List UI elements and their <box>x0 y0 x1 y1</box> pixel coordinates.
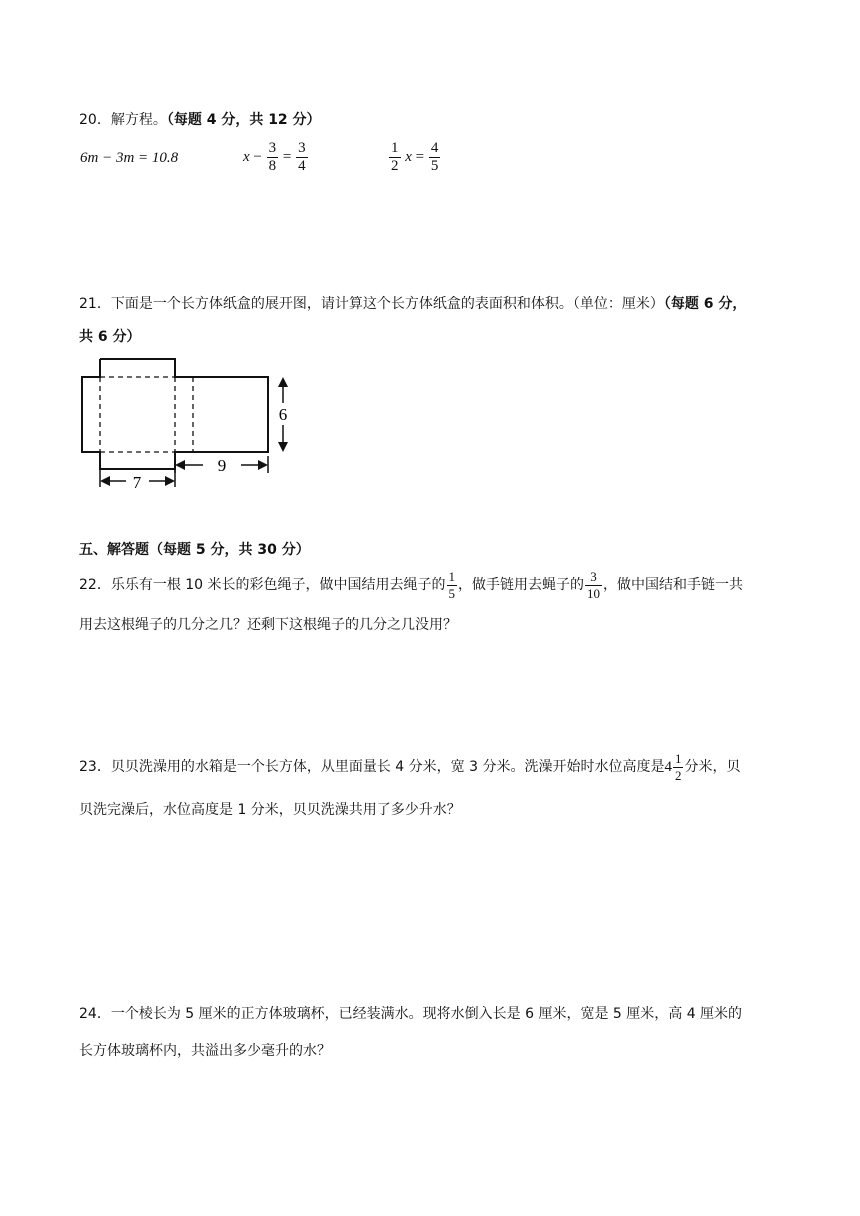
eq3-equals: = <box>415 148 425 165</box>
q23-mixed-num: 1 <box>674 750 682 766</box>
eq3-fraction-1 <box>389 140 401 175</box>
q21-text: 下面是一个长方体纸盒的展开图，请计算这个长方体纸盒的表面积和体积。（单位：厘米） <box>110 296 664 312</box>
eq2-fraction-1-den: 8 <box>268 158 277 174</box>
q22-number: 22． <box>79 577 111 593</box>
section-5-title: 五、解答题 <box>79 542 149 558</box>
eq2-variable: x <box>243 148 250 165</box>
eq3-fraction-2-den: 5 <box>430 158 439 174</box>
eq2-fraction-1-num: 3 <box>268 140 277 156</box>
q24-text-line-1 <box>79 1004 742 1024</box>
q22-text-c: ，做中国结和手链一共 <box>603 577 744 593</box>
q22-text-b: ，做手链用去蝇子的 <box>458 577 585 593</box>
q22-text-line-1 <box>79 566 743 604</box>
length-label: 9 <box>217 456 227 475</box>
q20-title: 解方程。 <box>110 112 167 128</box>
q23-mixed-fraction <box>673 751 684 784</box>
q23-mixed-den: 2 <box>674 767 682 783</box>
q20-heading <box>79 110 321 130</box>
q23-text-line-2: 贝洗完澡后，水位高度是 1 分米，贝贝洗澡共用了多少升水？ <box>79 802 461 818</box>
section-5-points: （每题 5 分，共 30 分） <box>149 542 310 558</box>
q22-fraction-2-num: 3 <box>585 569 602 586</box>
q21-number: 21． <box>79 296 111 312</box>
q21-points-b: 共 6 分） <box>79 329 141 345</box>
width-label: 7 <box>132 473 142 490</box>
eq2-fraction-1 <box>267 140 279 175</box>
q21-text-line-1 <box>79 294 746 314</box>
q23-number: 23． <box>79 759 111 775</box>
eq3-fraction-2 <box>429 140 441 175</box>
q24-number: 24． <box>79 1006 111 1022</box>
q21-points-a: （每题 6 分， <box>663 296 747 312</box>
q22-fraction-2 <box>585 569 602 602</box>
q23-text-line-1 <box>79 748 740 786</box>
q23-text-b: 分米，贝 <box>684 759 741 775</box>
q24-text-line-2: 长方体玻璃杯内，共溢出多少毫升的水？ <box>79 1043 331 1059</box>
q20-points: （每题 4 分，共 12 分） <box>166 112 321 128</box>
height-label: 6 <box>278 405 288 424</box>
eq3-fraction-1-den: 2 <box>391 158 399 174</box>
q20-number: 20． <box>79 112 111 128</box>
section-5-heading <box>79 540 310 560</box>
eq3-fraction-2-num: 4 <box>430 140 439 156</box>
eq2-fraction-2-num: 3 <box>298 140 306 156</box>
eq3-fraction-1-num: 1 <box>391 140 399 156</box>
q22-fraction-1-den: 5 <box>448 585 456 601</box>
eq2-fraction-2-den: 4 <box>298 158 306 174</box>
eq3-variable: x <box>405 148 412 165</box>
fold-lines <box>100 377 193 452</box>
q22-text-line-2: 用去这根绳子的几分之几？还剩下这根绳子的几分之几没用？ <box>79 617 457 633</box>
eq2-minus: − <box>253 148 262 165</box>
q22-text-a: 乐乐有一根 10 米长的彩色绳子，做中国结用去绳子的 <box>110 577 446 593</box>
q20-equation-2 <box>243 140 309 175</box>
box-net-diagram <box>78 355 303 490</box>
q24-text-1: 一个棱长为 5 厘米的正方体玻璃杯，已经装满水。现将水倒入长是 6 厘米，宽是 5 厘米，高 4 厘米的 <box>110 1006 743 1022</box>
eq2-fraction-2 <box>296 140 308 175</box>
q22-fraction-1-num: 1 <box>448 568 456 584</box>
q22-fraction-2-den: 10 <box>587 585 601 601</box>
q23-text-a: 贝贝洗澡用的水箱是一个长方体，从里面量长 4 分米，宽 3 分米。洗澡开始时水位高度是 <box>110 759 665 775</box>
q23-mixed-whole: 4 <box>664 759 672 775</box>
q20-equation-3 <box>388 140 441 175</box>
q20-equation-1: 6m − 3m = 10.8 <box>80 150 179 166</box>
eq2-equals: = <box>282 148 292 165</box>
q22-fraction-1 <box>447 569 458 602</box>
